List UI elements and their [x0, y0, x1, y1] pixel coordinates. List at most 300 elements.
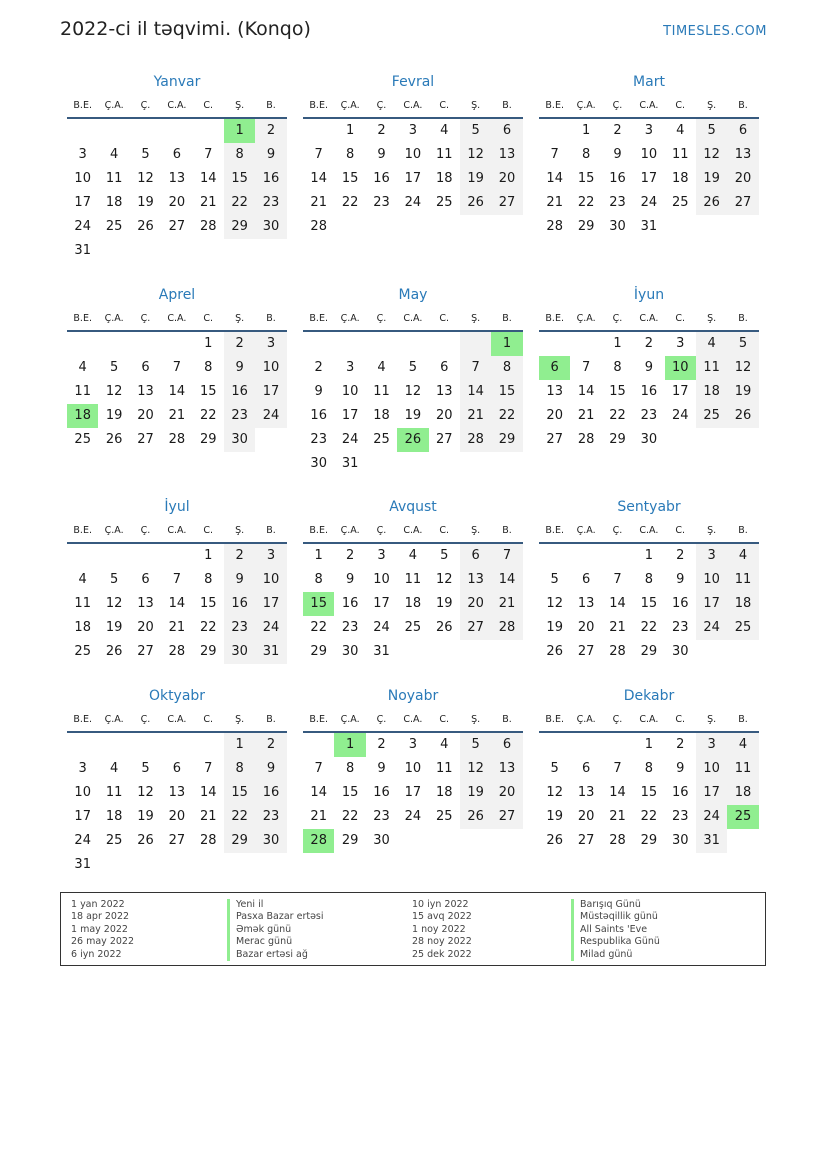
day-cell[interactable]: 25 — [435, 195, 453, 210]
day-cell[interactable]: 16 — [255, 781, 286, 805]
day-cell[interactable]: 24 — [74, 833, 91, 848]
day-cell[interactable]: 26 — [727, 404, 758, 428]
day-cell[interactable]: 6 — [141, 572, 150, 587]
day-cell[interactable]: 14 — [310, 785, 327, 800]
day-cell[interactable]: 23 — [255, 191, 286, 215]
day-cell[interactable]: 22 — [640, 809, 658, 824]
day-cell[interactable]: 28 — [310, 219, 327, 234]
day-cell[interactable]: 18 — [373, 408, 390, 423]
day-cell[interactable]: 10 — [373, 572, 390, 587]
day-cell[interactable]: 27 — [727, 191, 758, 215]
day-cell[interactable]: 20 — [577, 809, 595, 824]
day-cell[interactable]: 31 — [74, 857, 91, 872]
day-cell[interactable]: 5 — [460, 119, 491, 143]
day-cell[interactable]: 15 — [341, 171, 359, 186]
day-cell[interactable]: 9 — [377, 147, 386, 162]
day-cell[interactable]: 24 — [404, 809, 422, 824]
day-cell[interactable]: 7 — [172, 360, 181, 375]
day-cell[interactable]: 25 — [74, 432, 91, 447]
day-cell[interactable]: 23 — [310, 432, 327, 447]
day-cell[interactable]: 1 — [644, 548, 653, 563]
day-cell[interactable]: 10 — [255, 568, 286, 592]
day-cell[interactable]: 2 — [314, 360, 323, 375]
day-cell[interactable]: 25 — [105, 219, 123, 234]
day-cell[interactable]: 20 — [168, 809, 186, 824]
day-cell[interactable]: 20 — [460, 592, 491, 616]
day-cell[interactable]: 25 — [373, 432, 390, 447]
day-cell[interactable]: 30 — [609, 219, 626, 234]
day-cell[interactable]: 13 — [546, 384, 563, 399]
day-cell[interactable]: 6 — [581, 761, 591, 776]
day-cell[interactable]: 23 — [671, 620, 689, 635]
day-cell[interactable]: 23 — [671, 809, 689, 824]
day-cell[interactable]: 19 — [105, 408, 123, 423]
day-cell[interactable]: 19 — [546, 620, 563, 635]
day-cell[interactable]: 10 — [255, 356, 286, 380]
day-cell[interactable]: 28 — [168, 644, 186, 659]
day-cell[interactable]: 7 — [314, 761, 323, 776]
day-cell[interactable]: 25 — [105, 833, 123, 848]
day-cell[interactable]: 22 — [491, 404, 522, 428]
day-cell[interactable]: 27 — [460, 616, 491, 640]
day-cell[interactable]: 8 — [491, 356, 522, 380]
day-cell[interactable]: 12 — [137, 785, 154, 800]
day-cell[interactable]: 20 — [137, 620, 154, 635]
day-cell[interactable]: 16 — [224, 380, 255, 404]
day-cell[interactable]: 24 — [255, 404, 286, 428]
day-cell[interactable]: 23 — [255, 805, 286, 829]
day-cell[interactable]: 7 — [613, 761, 622, 776]
day-cell[interactable]: 14 — [310, 171, 327, 186]
day-cell[interactable]: 16 — [373, 171, 390, 186]
day-cell[interactable]: 1 — [345, 123, 355, 138]
day-cell[interactable]: 28 — [303, 829, 334, 853]
day-cell[interactable]: 20 — [577, 620, 595, 635]
day-cell[interactable]: 17 — [696, 781, 727, 805]
day-cell[interactable]: 22 — [310, 620, 327, 635]
day-cell[interactable]: 30 — [671, 833, 689, 848]
day-cell[interactable]: 10 — [74, 171, 91, 186]
day-cell[interactable]: 17 — [255, 592, 286, 616]
day-cell[interactable]: 12 — [105, 384, 123, 399]
day-cell[interactable]: 25 — [435, 809, 453, 824]
day-cell[interactable]: 16 — [671, 785, 689, 800]
day-cell[interactable]: 15 — [609, 384, 626, 399]
day-cell[interactable]: 21 — [199, 809, 217, 824]
day-cell[interactable]: 2 — [255, 119, 286, 143]
day-cell[interactable]: 14 — [199, 171, 217, 186]
day-cell[interactable]: 10 — [404, 147, 422, 162]
day-cell[interactable]: 23 — [609, 195, 626, 210]
day-cell[interactable]: 13 — [577, 596, 595, 611]
day-cell[interactable]: 27 — [546, 432, 563, 447]
day-cell[interactable]: 6 — [581, 572, 591, 587]
day-cell[interactable]: 30 — [341, 644, 359, 659]
day-cell[interactable]: 16 — [255, 167, 286, 191]
day-cell[interactable]: 2 — [644, 336, 653, 351]
day-cell[interactable]: 24 — [696, 616, 727, 640]
day-cell[interactable]: 29 — [224, 829, 255, 853]
day-cell[interactable]: 11 — [727, 568, 758, 592]
day-cell[interactable]: 22 — [199, 620, 217, 635]
day-cell[interactable]: 9 — [255, 757, 286, 781]
day-cell[interactable]: 4 — [78, 360, 87, 375]
day-cell[interactable]: 22 — [224, 805, 255, 829]
day-cell[interactable]: 3 — [676, 336, 685, 351]
day-cell[interactable]: 21 — [491, 592, 522, 616]
day-cell[interactable]: 27 — [491, 805, 522, 829]
day-cell[interactable]: 9 — [377, 761, 386, 776]
day-cell[interactable]: 18 — [727, 592, 758, 616]
day-cell[interactable]: 20 — [727, 167, 758, 191]
day-cell[interactable]: 15 — [577, 171, 595, 186]
day-cell[interactable]: 29 — [609, 432, 626, 447]
day-cell[interactable]: 13 — [727, 143, 758, 167]
day-cell[interactable]: 1 — [314, 548, 323, 563]
day-cell[interactable]: 28 — [577, 432, 595, 447]
day-cell[interactable]: 19 — [137, 195, 154, 210]
day-cell[interactable]: 22 — [224, 191, 255, 215]
day-cell[interactable]: 6 — [539, 356, 570, 380]
day-cell[interactable]: 12 — [137, 171, 154, 186]
day-cell[interactable]: 28 — [460, 428, 491, 452]
day-cell[interactable]: 21 — [168, 620, 186, 635]
day-cell[interactable]: 18 — [435, 171, 453, 186]
day-cell[interactable]: 3 — [78, 147, 87, 162]
day-cell[interactable]: 18 — [435, 785, 453, 800]
day-cell[interactable]: 3 — [644, 123, 653, 138]
day-cell[interactable]: 10 — [696, 757, 727, 781]
day-cell[interactable]: 6 — [172, 761, 181, 776]
day-cell[interactable]: 18 — [105, 195, 123, 210]
day-cell[interactable]: 25 — [727, 805, 758, 829]
day-cell[interactable]: 15 — [303, 592, 334, 616]
day-cell[interactable]: 17 — [640, 171, 658, 186]
day-cell[interactable]: 19 — [460, 781, 491, 805]
day-cell[interactable]: 23 — [373, 195, 390, 210]
day-cell[interactable]: 3 — [408, 737, 417, 752]
day-cell[interactable]: 8 — [345, 147, 355, 162]
day-cell[interactable]: 28 — [199, 219, 217, 234]
day-cell[interactable]: 14 — [168, 596, 186, 611]
day-cell[interactable]: 27 — [168, 219, 186, 234]
day-cell[interactable]: 6 — [491, 119, 522, 143]
day-cell[interactable]: 10 — [74, 785, 91, 800]
day-cell[interactable]: 7 — [581, 360, 591, 375]
day-cell[interactable]: 27 — [577, 644, 595, 659]
day-cell[interactable]: 1 — [224, 733, 255, 757]
day-cell[interactable]: 25 — [727, 616, 758, 640]
day-cell[interactable]: 24 — [74, 219, 91, 234]
day-cell[interactable]: 17 — [404, 785, 422, 800]
day-cell[interactable]: 29 — [199, 644, 217, 659]
day-cell[interactable]: 28 — [609, 833, 626, 848]
day-cell[interactable]: 5 — [440, 548, 449, 563]
day-cell[interactable]: 18 — [696, 380, 727, 404]
day-cell[interactable]: 6 — [141, 360, 150, 375]
day-cell[interactable]: 17 — [671, 384, 689, 399]
day-cell[interactable]: 25 — [74, 644, 91, 659]
day-cell[interactable]: 11 — [435, 147, 453, 162]
day-cell[interactable]: 28 — [546, 219, 563, 234]
day-cell[interactable]: 15 — [199, 596, 217, 611]
day-cell[interactable]: 20 — [168, 195, 186, 210]
day-cell[interactable]: 10 — [404, 761, 422, 776]
day-cell[interactable]: 24 — [404, 195, 422, 210]
day-cell[interactable]: 29 — [341, 833, 359, 848]
day-cell[interactable]: 11 — [105, 171, 123, 186]
day-cell[interactable]: 7 — [491, 544, 522, 568]
day-cell[interactable]: 18 — [404, 596, 422, 611]
day-cell[interactable]: 9 — [224, 568, 255, 592]
day-cell[interactable]: 9 — [314, 384, 323, 399]
day-cell[interactable]: 11 — [727, 757, 758, 781]
day-cell[interactable]: 5 — [696, 119, 727, 143]
day-cell[interactable]: 2 — [676, 548, 685, 563]
day-cell[interactable]: 15 — [224, 167, 255, 191]
day-cell[interactable]: 15 — [640, 596, 658, 611]
day-cell[interactable]: 26 — [546, 644, 563, 659]
day-cell[interactable]: 11 — [373, 384, 390, 399]
day-cell[interactable]: 26 — [696, 191, 727, 215]
day-cell[interactable]: 16 — [310, 408, 327, 423]
day-cell[interactable]: 18 — [671, 171, 689, 186]
day-cell[interactable]: 17 — [341, 408, 359, 423]
day-cell[interactable]: 22 — [199, 408, 217, 423]
day-cell[interactable]: 21 — [609, 809, 626, 824]
day-cell[interactable]: 21 — [546, 195, 563, 210]
brand-link[interactable]: TIMESLES.COM — [663, 24, 767, 39]
day-cell[interactable]: 13 — [435, 384, 453, 399]
day-cell[interactable]: 8 — [345, 761, 355, 776]
day-cell[interactable]: 4 — [440, 737, 449, 752]
day-cell[interactable]: 1 — [224, 119, 255, 143]
day-cell[interactable]: 11 — [696, 356, 727, 380]
day-cell[interactable]: 30 — [373, 833, 390, 848]
day-cell[interactable]: 23 — [373, 809, 390, 824]
day-cell[interactable]: 21 — [199, 195, 217, 210]
day-cell[interactable]: 22 — [341, 195, 359, 210]
day-cell[interactable]: 25 — [696, 404, 727, 428]
day-cell[interactable]: 23 — [640, 408, 658, 423]
day-cell[interactable]: 14 — [609, 596, 626, 611]
day-cell[interactable]: 13 — [137, 384, 154, 399]
day-cell[interactable]: 14 — [199, 785, 217, 800]
day-cell[interactable]: 16 — [341, 596, 359, 611]
day-cell[interactable]: 12 — [460, 757, 491, 781]
day-cell[interactable]: 26 — [105, 644, 123, 659]
day-cell[interactable]: 4 — [727, 733, 758, 757]
day-cell[interactable]: 2 — [676, 737, 685, 752]
day-cell[interactable]: 24 — [640, 195, 658, 210]
day-cell[interactable]: 1 — [644, 737, 653, 752]
day-cell[interactable]: 29 — [577, 219, 595, 234]
day-cell[interactable]: 14 — [491, 568, 522, 592]
day-cell[interactable]: 5 — [109, 360, 119, 375]
day-cell[interactable]: 28 — [199, 833, 217, 848]
day-cell[interactable]: 28 — [609, 644, 626, 659]
day-cell[interactable]: 14 — [460, 380, 491, 404]
day-cell[interactable]: 19 — [546, 809, 563, 824]
day-cell[interactable]: 5 — [727, 332, 758, 356]
day-cell[interactable]: 7 — [613, 572, 622, 587]
day-cell[interactable]: 5 — [550, 761, 559, 776]
day-cell[interactable]: 3 — [345, 360, 355, 375]
day-cell[interactable]: 2 — [377, 737, 386, 752]
day-cell[interactable]: 17 — [74, 195, 91, 210]
day-cell[interactable]: 15 — [341, 785, 359, 800]
day-cell[interactable]: 29 — [224, 215, 255, 239]
day-cell[interactable]: 2 — [224, 332, 255, 356]
day-cell[interactable]: 30 — [224, 428, 255, 452]
day-cell[interactable]: 17 — [373, 596, 390, 611]
day-cell[interactable]: 16 — [609, 171, 626, 186]
day-cell[interactable]: 17 — [404, 171, 422, 186]
day-cell[interactable]: 2 — [377, 123, 386, 138]
day-cell[interactable]: 12 — [105, 596, 123, 611]
day-cell[interactable]: 21 — [310, 809, 327, 824]
day-cell[interactable]: 17 — [255, 380, 286, 404]
day-cell[interactable]: 11 — [74, 596, 91, 611]
day-cell[interactable]: 27 — [168, 833, 186, 848]
day-cell[interactable]: 8 — [644, 572, 653, 587]
day-cell[interactable]: 8 — [224, 757, 255, 781]
day-cell[interactable]: 11 — [404, 572, 422, 587]
day-cell[interactable]: 31 — [74, 243, 91, 258]
day-cell[interactable]: 11 — [74, 384, 91, 399]
day-cell[interactable]: 23 — [341, 620, 359, 635]
day-cell[interactable]: 9 — [676, 572, 685, 587]
day-cell[interactable]: 15 — [224, 781, 255, 805]
day-cell[interactable]: 6 — [727, 119, 758, 143]
day-cell[interactable]: 31 — [341, 456, 359, 471]
day-cell[interactable]: 12 — [404, 384, 422, 399]
day-cell[interactable]: 5 — [550, 572, 559, 587]
day-cell[interactable]: 30 — [640, 432, 658, 447]
day-cell[interactable]: 18 — [105, 809, 123, 824]
day-cell[interactable]: 21 — [168, 408, 186, 423]
day-cell[interactable]: 1 — [581, 123, 591, 138]
day-cell[interactable]: 2 — [255, 733, 286, 757]
day-cell[interactable]: 22 — [341, 809, 359, 824]
day-cell[interactable]: 11 — [105, 785, 123, 800]
day-cell[interactable]: 8 — [204, 360, 213, 375]
day-cell[interactable]: 22 — [640, 620, 658, 635]
day-cell[interactable]: 24 — [373, 620, 390, 635]
day-cell[interactable]: 27 — [137, 432, 154, 447]
day-cell[interactable]: 12 — [546, 596, 563, 611]
day-cell[interactable]: 30 — [224, 640, 255, 664]
day-cell[interactable]: 24 — [671, 408, 689, 423]
day-cell[interactable]: 12 — [546, 785, 563, 800]
day-cell[interactable]: 6 — [491, 733, 522, 757]
day-cell[interactable]: 24 — [255, 616, 286, 640]
day-cell[interactable]: 1 — [613, 336, 622, 351]
day-cell[interactable]: 28 — [491, 616, 522, 640]
day-cell[interactable]: 26 — [546, 833, 563, 848]
day-cell[interactable]: 13 — [460, 568, 491, 592]
day-cell[interactable]: 20 — [491, 781, 522, 805]
day-cell[interactable]: 4 — [676, 123, 685, 138]
day-cell[interactable]: 19 — [696, 167, 727, 191]
day-cell[interactable]: 12 — [460, 143, 491, 167]
day-cell[interactable]: 4 — [78, 572, 87, 587]
day-cell[interactable]: 5 — [141, 147, 150, 162]
day-cell[interactable]: 26 — [460, 191, 491, 215]
day-cell[interactable]: 29 — [640, 833, 658, 848]
day-cell[interactable]: 13 — [168, 171, 186, 186]
day-cell[interactable]: 18 — [67, 404, 98, 428]
day-cell[interactable]: 7 — [550, 147, 559, 162]
day-cell[interactable]: 14 — [168, 384, 186, 399]
day-cell[interactable]: 30 — [255, 215, 286, 239]
day-cell[interactable]: 6 — [440, 360, 449, 375]
day-cell[interactable]: 1 — [204, 548, 213, 563]
day-cell[interactable]: 26 — [137, 219, 154, 234]
day-cell[interactable]: 27 — [137, 644, 154, 659]
day-cell[interactable]: 14 — [577, 384, 595, 399]
day-cell[interactable]: 6 — [460, 544, 491, 568]
day-cell[interactable]: 11 — [435, 761, 453, 776]
day-cell[interactable]: 3 — [696, 733, 727, 757]
day-cell[interactable]: 4 — [440, 123, 449, 138]
day-cell[interactable]: 3 — [408, 123, 417, 138]
day-cell[interactable]: 19 — [727, 380, 758, 404]
day-cell[interactable]: 4 — [109, 761, 119, 776]
day-cell[interactable]: 1 — [491, 332, 522, 356]
day-cell[interactable]: 26 — [105, 432, 123, 447]
day-cell[interactable]: 13 — [577, 785, 595, 800]
day-cell[interactable]: 9 — [644, 360, 653, 375]
day-cell[interactable]: 8 — [581, 147, 591, 162]
day-cell[interactable]: 9 — [345, 572, 355, 587]
day-cell[interactable]: 22 — [609, 408, 626, 423]
day-cell[interactable]: 29 — [640, 644, 658, 659]
day-cell[interactable]: 26 — [137, 833, 154, 848]
day-cell[interactable]: 17 — [696, 592, 727, 616]
day-cell[interactable]: 31 — [373, 644, 390, 659]
day-cell[interactable]: 21 — [460, 404, 491, 428]
day-cell[interactable]: 25 — [404, 620, 422, 635]
day-cell[interactable]: 29 — [491, 428, 522, 452]
day-cell[interactable]: 3 — [255, 544, 286, 568]
day-cell[interactable]: 5 — [141, 761, 150, 776]
day-cell[interactable]: 12 — [435, 572, 453, 587]
day-cell[interactable]: 10 — [696, 568, 727, 592]
day-cell[interactable]: 15 — [640, 785, 658, 800]
day-cell[interactable]: 19 — [105, 620, 123, 635]
day-cell[interactable]: 23 — [224, 404, 255, 428]
day-cell[interactable]: 5 — [109, 572, 119, 587]
day-cell[interactable]: 1 — [204, 336, 213, 351]
day-cell[interactable]: 13 — [137, 596, 154, 611]
day-cell[interactable]: 4 — [727, 544, 758, 568]
day-cell[interactable]: 30 — [310, 456, 327, 471]
day-cell[interactable]: 12 — [696, 143, 727, 167]
day-cell[interactable]: 26 — [397, 428, 428, 452]
day-cell[interactable]: 9 — [676, 761, 685, 776]
day-cell[interactable]: 20 — [491, 167, 522, 191]
day-cell[interactable]: 31 — [640, 219, 658, 234]
day-cell[interactable]: 5 — [408, 360, 417, 375]
day-cell[interactable]: 3 — [696, 544, 727, 568]
day-cell[interactable]: 5 — [460, 733, 491, 757]
day-cell[interactable]: 31 — [255, 640, 286, 664]
day-cell[interactable]: 10 — [640, 147, 658, 162]
day-cell[interactable]: 22 — [577, 195, 595, 210]
day-cell[interactable]: 16 — [640, 384, 658, 399]
day-cell[interactable]: 3 — [377, 548, 386, 563]
